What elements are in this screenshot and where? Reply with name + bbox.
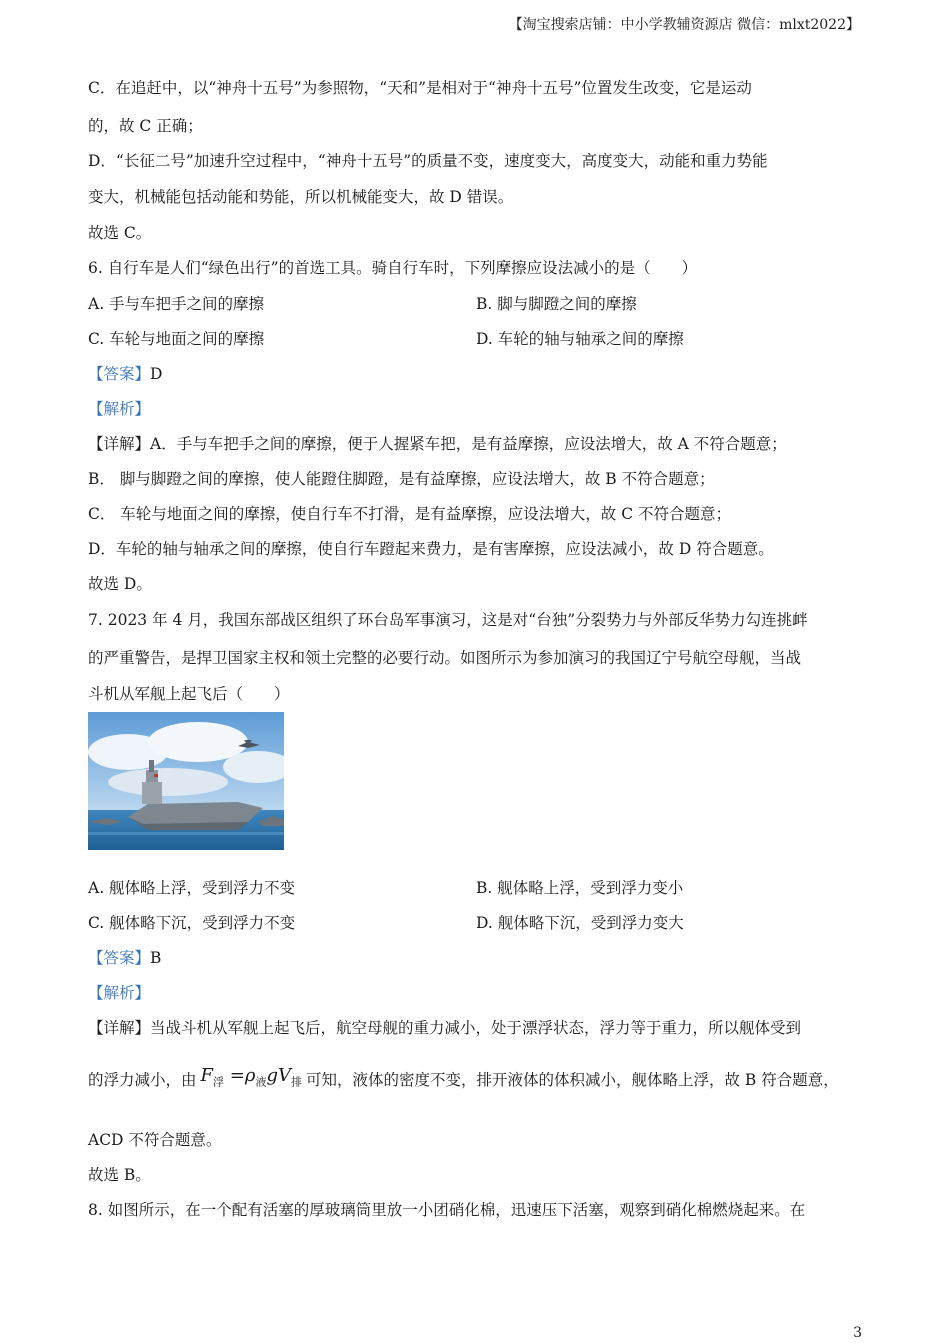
page-header-watermark: 【淘宝搜索店铺：中小学教辅资源店 微信：mlxt2022】 [508, 17, 860, 33]
q7-option-a: A. 舰体略上浮，受到浮力不变 [88, 879, 296, 897]
q7-option-d: D. 舰体略下沉，受到浮力变大 [476, 914, 684, 932]
q5-option-c-line2: 的，故 C 正确； [88, 117, 203, 135]
q7-detail-line2 [88, 1064, 839, 1093]
q6-stem: 6. 自行车是人们“绿色出行”的首选工具。骑自行车时，下列摩擦应设法减小的是（ ） [88, 259, 698, 277]
q7-stem-line2: 的严重警告，是捍卫国家主权和领土完整的必要行动。如图所示为参加演习的我国辽宁号航空母舰，当战 [88, 649, 802, 667]
q6-analysis-tag: 【解析】 [88, 400, 151, 418]
answer-tag: 【答案】 [88, 365, 151, 383]
q6-option-a: A. 手与车把手之间的摩擦 [88, 295, 265, 313]
detail-text: 当战斗机从军舰上起飞后，航空母舰的重力减小，处于漂浮状态，浮力等于重力，所以舰体受到 [150, 1019, 802, 1037]
buoyancy-formula: $F_浮 =\rho_液gV_排$ [200, 1064, 302, 1089]
aircraft-carrier-photo [88, 712, 284, 850]
q7-analysis-tag: 【解析】 [88, 984, 151, 1002]
q7-conclusion: 故选 B。 [88, 1166, 151, 1184]
page-number: 3 [853, 1325, 862, 1341]
q6-option-c: C. 车轮与地面之间的摩擦 [88, 330, 265, 348]
q6-detail-b: B． 脚与脚蹬之间的摩擦，使人能蹬住脚蹬，是有益摩擦，应设法增大，故 B 不符合题意； [88, 470, 715, 488]
answer-tag: 【答案】 [88, 949, 151, 967]
q6-option-d: D. 车轮的轴与轴承之间的摩擦 [476, 330, 684, 348]
q7-option-b: B. 舰体略上浮，受到浮力变小 [476, 879, 684, 897]
q6-detail-c: C． 车轮与地面之间的摩擦，使自行车不打滑，是有益摩擦，应设法增大，故 C 不符合题意； [88, 505, 732, 523]
detail-tag: 【详解】 [88, 435, 151, 453]
q5-option-d-line1: D．“长征二号”加速升空过程中，“神舟十五号”的质量不变，速度变大，高度变大，动能和重力势能 [88, 152, 768, 170]
q6-detail-d: D．车轮的轴与轴承之间的摩擦，使自行车蹬起来费力，是有害摩擦，应设法减小，故 D 符合题意。 [88, 540, 774, 558]
detail-text-pre: 的浮力减小，由 [88, 1071, 197, 1089]
q7-stem-line1: 7. 2023 年 4 月，我国东部战区组织了环台岛军事演习，这是对“台独”分裂势力与外部反华势力勾连挑衅 [88, 611, 808, 629]
answer-value: D [150, 365, 163, 383]
detail-text: A．手与车把手之间的摩擦，便于人握紧车把，是有益摩擦，应设法增大，故 A 不符合题意； [150, 435, 787, 453]
q6-answer [88, 362, 162, 384]
q5-option-c-line1: C．在追赶中，以“神舟十五号”为参照物，“天和”是相对于“神舟十五号”位置发生改变，它是运动 [88, 79, 752, 97]
q5-option-d-line2: 变大，机械能包括动能和势能，所以机械能变大，故 D 错误。 [88, 188, 514, 206]
q6-detail-a [88, 432, 787, 454]
answer-value: B [150, 949, 162, 967]
q6-option-b: B. 脚与脚蹬之间的摩擦 [476, 295, 637, 313]
q7-detail-line1 [88, 1016, 801, 1038]
detail-tag: 【详解】 [88, 1019, 151, 1037]
q5-conclusion: 故选 C。 [88, 224, 152, 242]
q7-answer [88, 946, 161, 968]
q7-stem-line3: 斗机从军舰上起飞后（ ） [88, 685, 290, 703]
q7-detail-line3: ACD 不符合题意。 [88, 1131, 222, 1149]
q7-option-c: C. 舰体略下沉，受到浮力不变 [88, 914, 296, 932]
detail-text-post: 可知，液体的密度不变，排开液体的体积减小，舰体略上浮，故 B 符合题意， [305, 1071, 839, 1089]
q6-conclusion: 故选 D。 [88, 575, 152, 593]
q8-stem-line1: 8. 如图所示，在一个配有活塞的厚玻璃筒里放一小团硝化棉，迅速压下活塞，观察到硝化棉燃烧起来。在 [88, 1201, 806, 1219]
